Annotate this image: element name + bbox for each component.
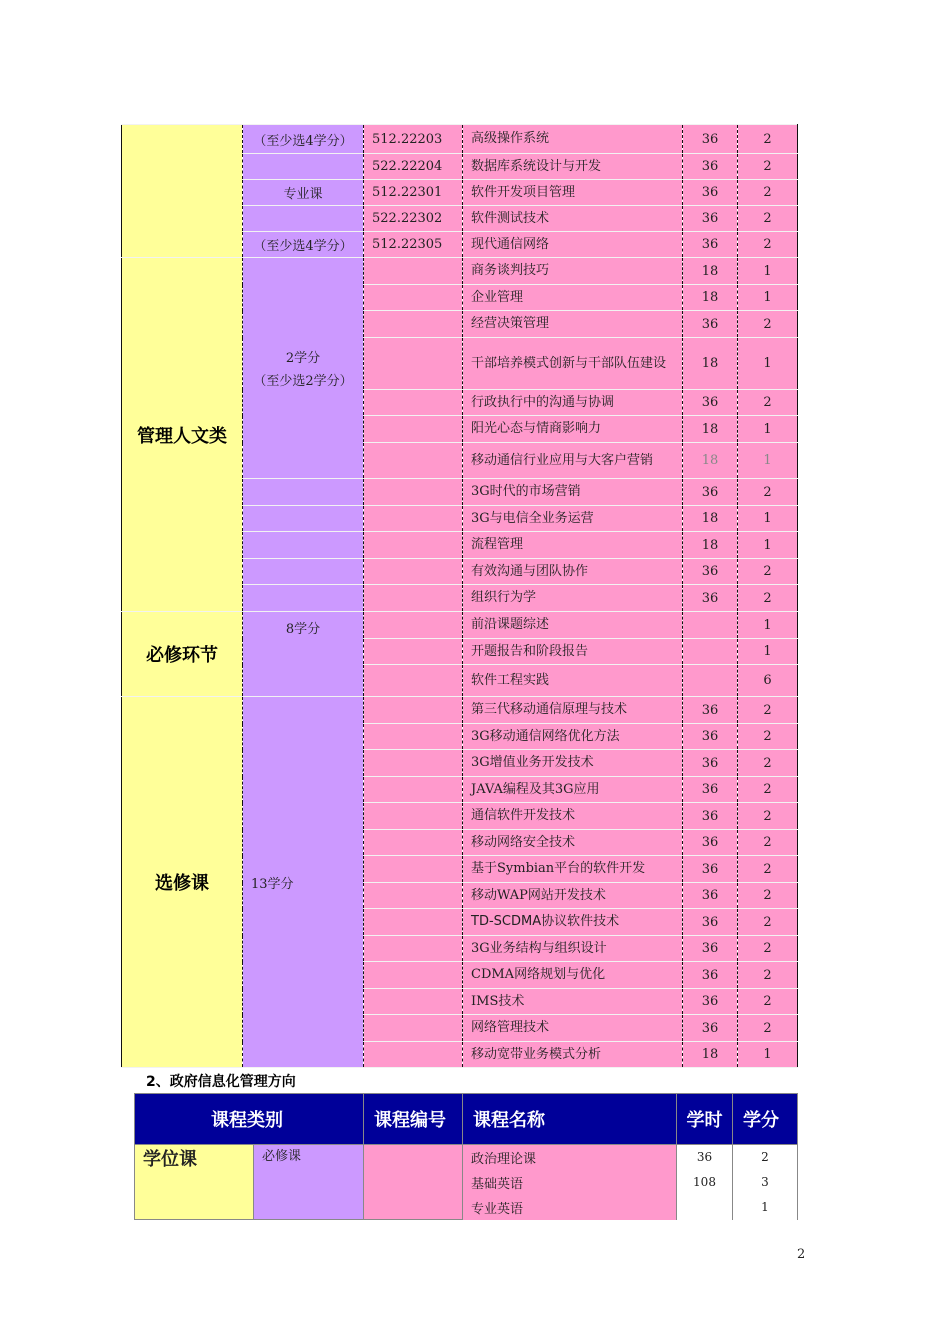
course-code bbox=[364, 479, 463, 506]
header-code: 课程编号 bbox=[364, 1094, 463, 1145]
course-hours: 36 bbox=[683, 479, 738, 506]
course-name: 基础英语 bbox=[463, 1170, 677, 1195]
course-code bbox=[364, 909, 463, 936]
course-hours: 36 bbox=[683, 206, 738, 232]
government-curriculum-table bbox=[134, 1093, 798, 1220]
course-name: 3G时代的市场营销 bbox=[463, 479, 683, 506]
category-degree: 学位课 bbox=[135, 1145, 254, 1220]
category-management: 管理人文类 bbox=[122, 258, 243, 612]
course-credits: 1 bbox=[738, 338, 798, 390]
category-required: 必修环节 bbox=[122, 612, 243, 697]
course-hours: 18 bbox=[683, 258, 738, 285]
course-name: 3G增值业务开发技术 bbox=[463, 750, 683, 777]
course-code bbox=[364, 506, 463, 532]
section-heading: 2、政府信息化管理方向 bbox=[146, 1074, 296, 1090]
credit-cell bbox=[243, 506, 364, 532]
subcategory-required: 必修课 bbox=[254, 1145, 364, 1220]
course-code bbox=[364, 639, 463, 665]
course-code bbox=[364, 856, 463, 883]
course-credits: 2 bbox=[738, 803, 798, 830]
course-name: JAVA编程及其3G应用 bbox=[463, 777, 683, 803]
course-name: 移动WAP网站开发技术 bbox=[463, 883, 683, 909]
course-code bbox=[364, 338, 463, 390]
course-hours: 18 bbox=[683, 1042, 738, 1068]
course-hours bbox=[683, 612, 738, 639]
course-hours: 36 bbox=[683, 125, 738, 154]
course-code bbox=[364, 585, 463, 612]
course-code bbox=[364, 1015, 463, 1042]
course-credits: 2 bbox=[738, 989, 798, 1015]
table-header-row bbox=[135, 1094, 798, 1145]
course-name: 高级操作系统 bbox=[463, 125, 683, 154]
course-credits: 1 bbox=[738, 285, 798, 311]
page-number: 2 bbox=[797, 1247, 806, 1262]
credit-cell bbox=[243, 585, 364, 612]
course-name: 网络管理技术 bbox=[463, 1015, 683, 1042]
course-hours: 36 bbox=[683, 232, 738, 258]
credit-cell bbox=[243, 559, 364, 585]
course-credits: 1 bbox=[733, 1195, 798, 1220]
course-name: 第三代移动通信原理与技术 bbox=[463, 697, 683, 724]
course-hours: 18 bbox=[683, 416, 738, 443]
course-hours: 36 bbox=[683, 962, 738, 989]
course-hours bbox=[677, 1195, 733, 1220]
course-credits: 2 bbox=[738, 962, 798, 989]
course-name: 软件工程实践 bbox=[463, 665, 683, 697]
course-hours: 36 bbox=[677, 1145, 733, 1170]
header-hours: 学时 bbox=[677, 1094, 733, 1145]
course-hours: 36 bbox=[683, 390, 738, 416]
course-name: 专业英语 bbox=[463, 1195, 677, 1220]
course-hours: 36 bbox=[683, 936, 738, 962]
course-code bbox=[364, 724, 463, 750]
course-code: 522.22302 bbox=[364, 206, 463, 232]
table-row bbox=[122, 258, 798, 285]
course-credits: 2 bbox=[738, 232, 798, 258]
course-credits: 2 bbox=[738, 909, 798, 936]
course-name: 组织行为学 bbox=[463, 585, 683, 612]
course-code bbox=[364, 559, 463, 585]
course-name: 前沿课题综述 bbox=[463, 612, 683, 639]
course-hours: 18 bbox=[683, 443, 738, 479]
course-hours: 36 bbox=[683, 585, 738, 612]
credit-required: 8学分 bbox=[243, 612, 364, 697]
course-hours: 36 bbox=[683, 750, 738, 777]
course-name: 阳光心态与情商影响力 bbox=[463, 416, 683, 443]
course-name: 商务谈判技巧 bbox=[463, 258, 683, 285]
course-hours: 18 bbox=[683, 506, 738, 532]
course-code bbox=[364, 443, 463, 479]
course-code bbox=[364, 936, 463, 962]
course-credits: 1 bbox=[738, 506, 798, 532]
course-hours: 36 bbox=[683, 1015, 738, 1042]
course-code bbox=[364, 258, 463, 285]
course-hours: 36 bbox=[683, 724, 738, 750]
category-cell bbox=[122, 125, 243, 258]
course-hours: 36 bbox=[683, 559, 738, 585]
credit-cell: 专业课 bbox=[243, 180, 364, 206]
credit-elective: 13学分 bbox=[243, 697, 364, 1068]
course-name: 企业管理 bbox=[463, 285, 683, 311]
course-code bbox=[364, 883, 463, 909]
course-code: 522.22204 bbox=[364, 154, 463, 180]
course-code bbox=[364, 750, 463, 777]
course-credits: 1 bbox=[738, 1042, 798, 1068]
course-code bbox=[364, 285, 463, 311]
course-hours: 36 bbox=[683, 154, 738, 180]
course-credits: 2 bbox=[738, 180, 798, 206]
course-name: 3G与电信全业务运营 bbox=[463, 506, 683, 532]
course-hours: 36 bbox=[683, 909, 738, 936]
course-code bbox=[364, 1042, 463, 1068]
course-code bbox=[364, 697, 463, 724]
credit-cell: （至少选4学分） bbox=[243, 232, 364, 258]
course-credits: 2 bbox=[733, 1145, 798, 1170]
course-code bbox=[364, 830, 463, 856]
course-name: 政治理论课 bbox=[463, 1145, 677, 1170]
course-credits: 2 bbox=[738, 479, 798, 506]
course-name: 干部培养模式创新与干部队伍建设 bbox=[463, 338, 683, 390]
course-credits: 2 bbox=[738, 390, 798, 416]
course-credits: 1 bbox=[738, 416, 798, 443]
course-code bbox=[364, 390, 463, 416]
course-credits: 3 bbox=[733, 1170, 798, 1195]
course-name: 开题报告和阶段报告 bbox=[463, 639, 683, 665]
course-credits: 1 bbox=[738, 639, 798, 665]
credit-cell bbox=[243, 154, 364, 180]
course-hours: 108 bbox=[677, 1170, 733, 1195]
course-name: 数据库系统设计与开发 bbox=[463, 154, 683, 180]
course-credits: 1 bbox=[738, 532, 798, 559]
course-name: CDMA网络规划与优化 bbox=[463, 962, 683, 989]
course-credits: 2 bbox=[738, 585, 798, 612]
course-code bbox=[364, 612, 463, 639]
course-hours: 36 bbox=[683, 777, 738, 803]
course-name: 移动网络安全技术 bbox=[463, 830, 683, 856]
credit-cell: （至少选4学分） bbox=[243, 125, 364, 154]
header-name: 课程名称 bbox=[463, 1094, 677, 1145]
course-name: IMS技术 bbox=[463, 989, 683, 1015]
course-hours: 18 bbox=[683, 285, 738, 311]
credit-cell bbox=[243, 479, 364, 506]
course-code bbox=[364, 311, 463, 338]
table-row bbox=[122, 697, 798, 724]
course-credits: 2 bbox=[738, 936, 798, 962]
course-credits: 2 bbox=[738, 559, 798, 585]
course-hours: 36 bbox=[683, 856, 738, 883]
course-hours: 36 bbox=[683, 697, 738, 724]
course-name: 软件开发项目管理 bbox=[463, 180, 683, 206]
course-credits: 2 bbox=[738, 856, 798, 883]
table-row bbox=[122, 612, 798, 639]
course-code bbox=[364, 777, 463, 803]
header-category: 课程类别 bbox=[135, 1094, 364, 1145]
credit-cell bbox=[243, 206, 364, 232]
course-name: 3G业务结构与组织设计 bbox=[463, 936, 683, 962]
course-hours: 36 bbox=[683, 803, 738, 830]
course-credits: 1 bbox=[738, 258, 798, 285]
header-credits: 学分 bbox=[733, 1094, 798, 1145]
course-credits: 2 bbox=[738, 697, 798, 724]
course-name: 软件测试技术 bbox=[463, 206, 683, 232]
course-code: 512.22305 bbox=[364, 232, 463, 258]
course-code bbox=[364, 803, 463, 830]
course-hours bbox=[683, 639, 738, 665]
table-row bbox=[122, 125, 798, 154]
course-credits: 2 bbox=[738, 830, 798, 856]
course-credits: 2 bbox=[738, 1015, 798, 1042]
course-hours: 36 bbox=[683, 989, 738, 1015]
credit-cell bbox=[243, 532, 364, 559]
course-hours: 36 bbox=[683, 311, 738, 338]
course-credits: 2 bbox=[738, 750, 798, 777]
course-name: 流程管理 bbox=[463, 532, 683, 559]
course-code bbox=[364, 1145, 463, 1220]
credit-line: 2学分 bbox=[285, 351, 321, 366]
course-name: 有效沟通与团队协作 bbox=[463, 559, 683, 585]
course-name: 基于Symbian平台的软件开发 bbox=[463, 856, 683, 883]
course-credits: 2 bbox=[738, 777, 798, 803]
course-credits: 2 bbox=[738, 311, 798, 338]
curriculum-table bbox=[121, 124, 798, 1068]
category-elective: 选修课 bbox=[122, 697, 243, 1068]
course-hours bbox=[683, 665, 738, 697]
course-code bbox=[364, 962, 463, 989]
course-credits: 6 bbox=[738, 665, 798, 697]
course-credits: 2 bbox=[738, 724, 798, 750]
course-credits: 2 bbox=[738, 154, 798, 180]
course-code: 512.22203 bbox=[364, 125, 463, 154]
course-hours: 36 bbox=[683, 180, 738, 206]
table-row bbox=[135, 1145, 798, 1170]
course-name: 经营决策管理 bbox=[463, 311, 683, 338]
course-credits: 2 bbox=[738, 125, 798, 154]
course-name: 通信软件开发技术 bbox=[463, 803, 683, 830]
course-code bbox=[364, 989, 463, 1015]
credit-management bbox=[243, 258, 364, 479]
course-code bbox=[364, 665, 463, 697]
course-hours: 18 bbox=[683, 532, 738, 559]
course-name: 3G移动通信网络优化方法 bbox=[463, 724, 683, 750]
course-credits: 1 bbox=[738, 443, 798, 479]
course-name: 行政执行中的沟通与协调 bbox=[463, 390, 683, 416]
course-hours: 18 bbox=[683, 338, 738, 390]
course-code bbox=[364, 416, 463, 443]
credit-line: （至少选2学分） bbox=[253, 374, 353, 389]
course-credits: 1 bbox=[738, 612, 798, 639]
course-name: TD-SCDMA协议软件技术 bbox=[463, 909, 683, 936]
course-code: 512.22301 bbox=[364, 180, 463, 206]
course-name: 现代通信网络 bbox=[463, 232, 683, 258]
course-credits: 2 bbox=[738, 883, 798, 909]
course-name: 移动通信行业应用与大客户营销 bbox=[463, 443, 683, 479]
course-code bbox=[364, 532, 463, 559]
course-name: 移动宽带业务模式分析 bbox=[463, 1042, 683, 1068]
course-credits: 2 bbox=[738, 206, 798, 232]
course-hours: 36 bbox=[683, 883, 738, 909]
course-hours: 36 bbox=[683, 830, 738, 856]
